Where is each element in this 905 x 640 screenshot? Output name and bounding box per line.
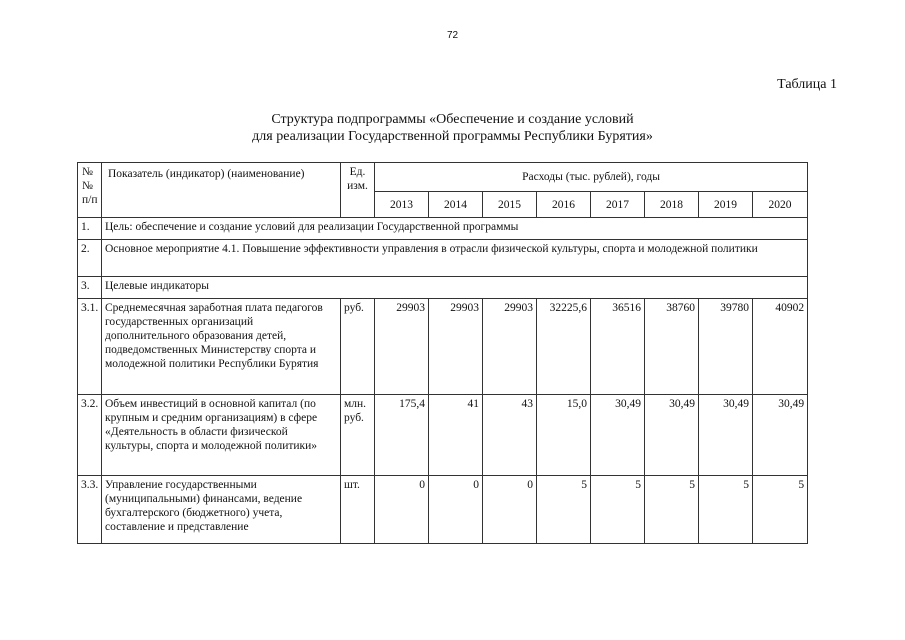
value-cell: 29903 [483, 299, 537, 395]
header-year: 2016 [537, 192, 591, 218]
value-cell: 30,49 [699, 395, 753, 476]
activity-text: Основное мероприятие 4.1. Повышение эффективности управления в отрасли физической культуры, спорта и молодежной политики [102, 240, 808, 277]
table-row [78, 299, 808, 395]
value-cell: 5 [591, 476, 645, 544]
value-cell: 36516 [591, 299, 645, 395]
header-year: 2018 [645, 192, 699, 218]
header-year: 2015 [483, 192, 537, 218]
header-year: 2014 [429, 192, 483, 218]
goal-text: Цель: обеспечение и создание условий для реализации Государственной программы [102, 218, 808, 240]
table-row [78, 395, 808, 476]
header-expenses: Расходы (тыс. рублей), годы [375, 163, 808, 192]
header-indicator: Показатель (индикатор) (наименование) [102, 163, 341, 218]
value-cell: 40902 [753, 299, 808, 395]
indicator-unit: шт. [341, 476, 375, 544]
page-number: 72 [446, 30, 459, 41]
header-year: 2013 [375, 192, 429, 218]
indicators-heading: Целевые индикаторы [102, 277, 808, 299]
header-year: 2017 [591, 192, 645, 218]
header-year: 2020 [753, 192, 808, 218]
row-number: 2. [78, 240, 102, 277]
value-cell: 5 [753, 476, 808, 544]
indicator-unit: млн. руб. [341, 395, 375, 476]
value-cell: 5 [645, 476, 699, 544]
table-label: Таблица 1 [777, 77, 837, 92]
value-cell: 15,0 [537, 395, 591, 476]
value-cell: 41 [429, 395, 483, 476]
value-cell: 30,49 [753, 395, 808, 476]
header-unit [341, 163, 375, 218]
header-number-line-3: п/п [82, 194, 98, 206]
table-row [78, 218, 808, 240]
header-number-line-2: № [82, 180, 93, 192]
value-cell: 43 [483, 395, 537, 476]
value-cell: 0 [375, 476, 429, 544]
value-cell: 175,4 [375, 395, 429, 476]
title-line-2: для реализации Государственной программы Республики Бурятия» [252, 129, 653, 144]
value-cell: 29903 [429, 299, 483, 395]
value-cell: 5 [699, 476, 753, 544]
value-cell: 30,49 [591, 395, 645, 476]
table-row [78, 476, 808, 544]
header-unit-line-2: изм. [347, 180, 368, 192]
row-number: 3. [78, 277, 102, 299]
header-year: 2019 [699, 192, 753, 218]
table-row [78, 277, 808, 299]
title-line-1: Структура подпрограммы «Обеспечение и создание условий [271, 112, 634, 127]
value-cell: 32225,6 [537, 299, 591, 395]
value-cell: 39780 [699, 299, 753, 395]
header-number [78, 163, 102, 218]
value-cell: 0 [429, 476, 483, 544]
indicator-name: Среднемесячная заработная плата педагогов государственных организаций дополнительного образования детей, подведомственных Министерству спорта и молодежной политики Республики Бурятия [102, 299, 341, 395]
row-number: 1. [78, 218, 102, 240]
row-number: 3.3. [78, 476, 102, 544]
indicator-unit: руб. [341, 299, 375, 395]
subprogram-structure-table [77, 162, 808, 544]
header-unit-line-1: Ед. [349, 166, 366, 178]
table-row [78, 240, 808, 277]
header-row [78, 163, 808, 192]
row-number: 3.1. [78, 299, 102, 395]
document-title [0, 111, 905, 145]
header-number-line-1: № [82, 166, 93, 178]
value-cell: 29903 [375, 299, 429, 395]
value-cell: 30,49 [645, 395, 699, 476]
value-cell: 0 [483, 476, 537, 544]
indicator-name: Объем инвестиций в основной капитал (по крупным и средним организациям) в сфере «Деятельность в области физической культуры, спорта и молодежной политики» [102, 395, 341, 476]
indicator-name: Управление государственными (муниципальными) финансами, ведение бухгалтерского (бюджетного) учета, составление и представление [102, 476, 341, 544]
row-number: 3.2. [78, 395, 102, 476]
value-cell: 38760 [645, 299, 699, 395]
value-cell: 5 [537, 476, 591, 544]
